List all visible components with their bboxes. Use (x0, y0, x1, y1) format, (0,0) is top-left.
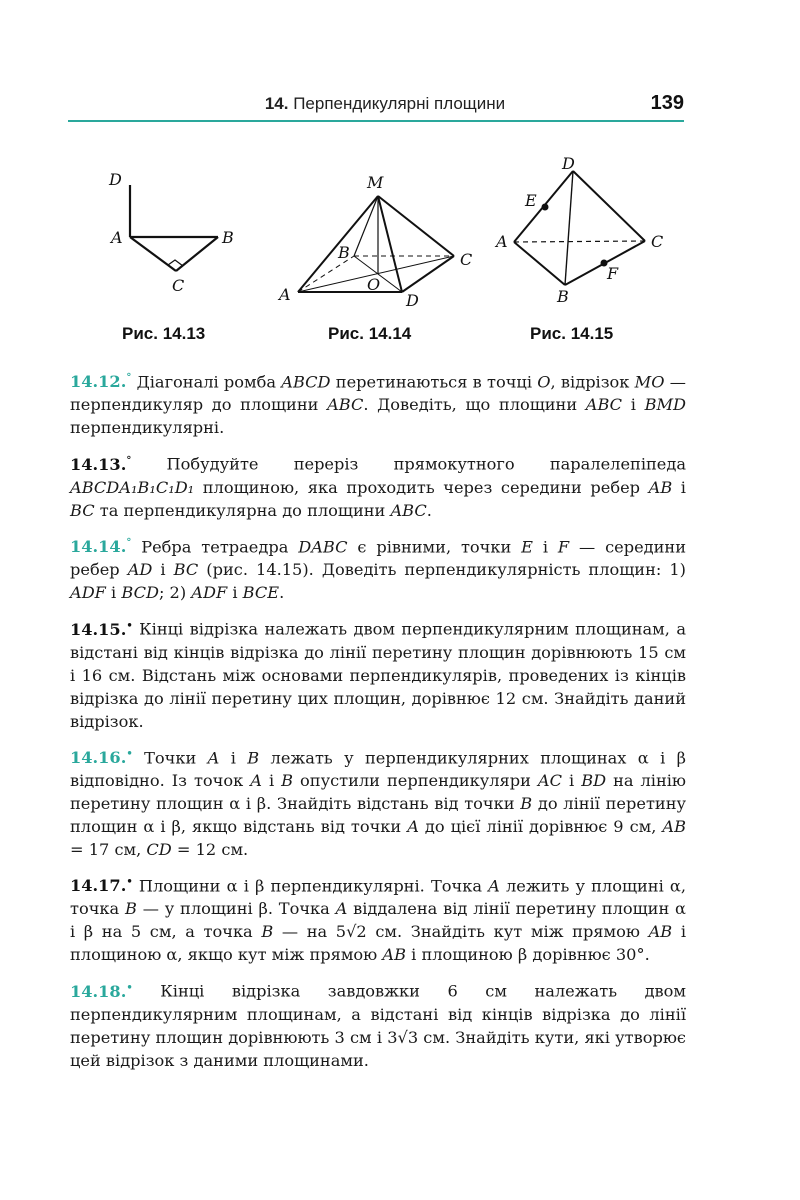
problem-14-16 (70, 743, 686, 861)
problem-number: 14.16.• (70, 747, 133, 767)
label-A: A (279, 285, 291, 304)
problem-text: Кінці відрізка належать двом перпендикулярним площинам, а відстані від кінців відрізка до лінії перетину площин дорівнюють 15 см і 16 см. Відстань між основами перпендикулярів, проведених із кінців відрізка до лінії перетину цих площин, дорівнює 12 см. Знайдіть даний відрізок. (70, 619, 686, 731)
problem-14-14 (70, 532, 686, 604)
page-number: 139 (650, 92, 684, 114)
problem-number: 14.12.° (70, 372, 132, 392)
label-B: B (557, 287, 569, 306)
figure-14-13 (100, 165, 250, 305)
edge-MB (354, 196, 378, 256)
problem-14-18 (70, 976, 686, 1071)
label-A: A (111, 228, 123, 247)
caption-14-13: Рис. 14.13 (122, 324, 206, 343)
running-header (240, 94, 530, 114)
problem-14-17 (70, 871, 686, 966)
problem-text: Діагоналі ромба ABCD перетинаються в точці O, відрізок MO — перпендикуляр до площини ABC. Доведіть, що площини ABC і BMD перпендикулярні. (70, 372, 687, 438)
label-C: C (460, 250, 473, 269)
problem-text: Кінці відрізка завдовжки 6 см належать двом перпендикулярним площинам, а відстані від кінців відрізка до лінії перетину площин дорівнюють 3 см і 3√3 см. Знайдіть кути, які утворює цей відрізок з даними площинами. (70, 981, 686, 1070)
label-F: F (607, 264, 619, 283)
label-A: A (496, 232, 508, 251)
caption-14-14: Рис. 14.14 (328, 324, 412, 343)
label-C: C (651, 232, 664, 251)
section-title: Перпендикулярні площини (293, 94, 506, 113)
edge-DB (565, 171, 573, 285)
header-rule (68, 120, 684, 122)
label-O: O (367, 275, 381, 294)
problem-number: 14.17.• (70, 876, 133, 896)
edge-DC (402, 256, 454, 292)
edge-AB (514, 242, 565, 285)
label-B: B (338, 243, 350, 262)
figure-14-14 (270, 170, 490, 320)
edge-DC (573, 171, 645, 241)
problem-14-12 (70, 367, 686, 439)
edge-AC (130, 237, 176, 271)
point-E (542, 204, 549, 211)
edge-MC (378, 196, 454, 256)
section-number: 14. (264, 94, 289, 113)
problem-number: 14.15.• (70, 619, 133, 639)
right-angle-mark (168, 260, 183, 266)
caption-14-15: Рис. 14.15 (530, 324, 614, 343)
problem-14-13 (70, 449, 686, 521)
label-D: D (406, 291, 419, 310)
problem-14-15 (70, 614, 686, 732)
problem-text: Побудуйте переріз прямокутного паралелепіпеда ABCDA₁B₁C₁D₁ площиною, яка проходить через середини ребер AB і BC та перпендикулярна до площини ABC. (70, 454, 686, 520)
figure-14-15 (490, 155, 680, 315)
label-C: C (172, 276, 185, 295)
problem-number: 14.18.• (70, 981, 133, 1001)
edge-AC-hidden (514, 241, 645, 242)
problem-number: 14.14.° (70, 537, 132, 557)
label-D: D (109, 170, 122, 189)
problem-text: Точки A і B лежать у перпендикулярних площинах α і β відповідно. Із точок A і B опустили перпендикуляри AC і BD на лінію перетину площин α і β. Знайдіть відстань від точки B до лінії перетину площин α і β, якщо відстань від точки A до цієї лінії дорівнює 9 см, AB = 17 см, CD = 12 см. (70, 747, 687, 859)
problem-list (70, 367, 686, 1082)
problem-number: 14.13.° (70, 454, 132, 474)
edge-MD (378, 196, 402, 292)
label-B: B (222, 228, 234, 247)
label-D: D (562, 154, 575, 173)
problem-text: Ребра тетраедра DABC є рівними, точки E і F — середини ребер AD і BC (рис. 14.15). Доведіть перпендикулярність площин: 1) ADF і BCD; 2) ADF і BCE. (70, 537, 686, 603)
problem-text: Площини α і β перпендикулярні. Точка A лежить у площині α, точка B — у площині β. Точка A віддалена від лінії перетину площин α і β на 5 см, а точка B — на 5√2 см. Знайдіть кут між прямою AB і площиною α, якщо кут між прямою AB і площиною β дорівнює 30°. (70, 876, 686, 965)
label-E: E (525, 191, 537, 210)
label-M: M (367, 173, 384, 192)
